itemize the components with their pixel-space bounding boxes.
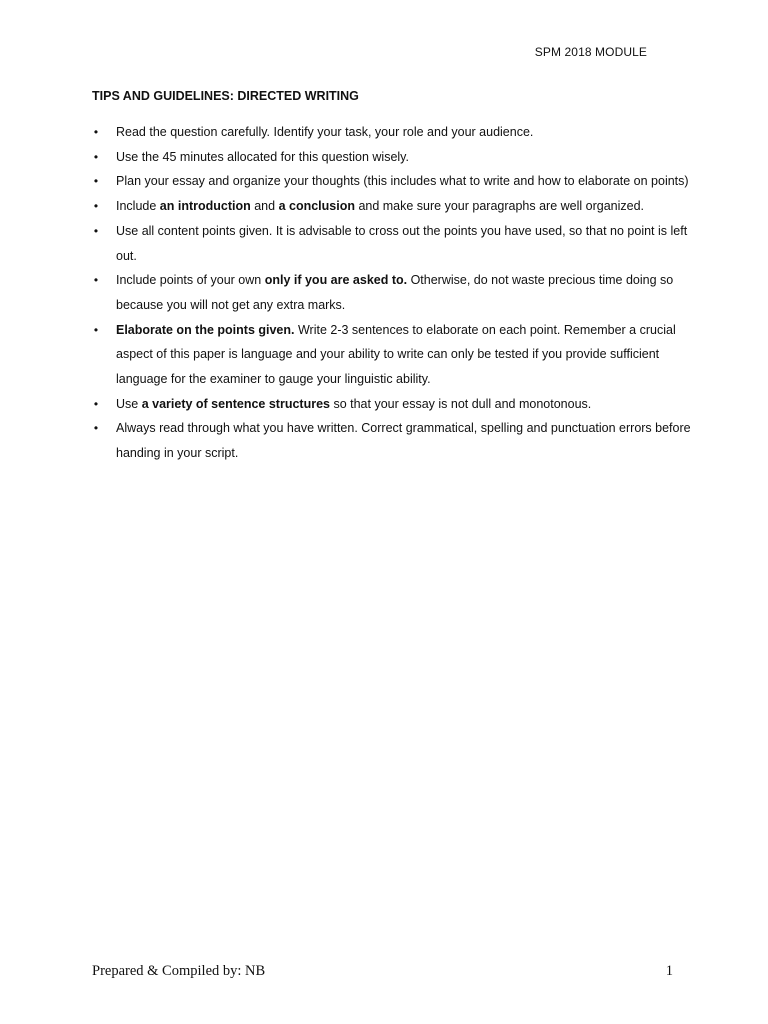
list-item xyxy=(92,219,692,268)
module-label: SPM 2018 MODULE xyxy=(534,45,647,59)
tip-text-post: Otherwise, do not waste precious time doing so because you will not get any extra marks. xyxy=(116,273,674,312)
tip-text: Always read through what you have written. Correct grammatical, spelling and punctuation errors before handing in your script. xyxy=(116,421,691,461)
tip-emphasis: only if you are asked to. xyxy=(264,273,408,288)
tip-text: Read the question carefully. Identify your task, your role and your audience. xyxy=(116,125,534,139)
footer-credit: Prepared & Compiled by: NB xyxy=(92,963,266,979)
tip-emphasis: a conclusion xyxy=(278,199,355,214)
bullet-icon: • xyxy=(93,199,99,214)
tip-text-pre: Include points of your own xyxy=(116,273,265,288)
tip-text-pre: Include xyxy=(116,199,160,214)
bullet-icon: • xyxy=(93,223,99,238)
tip-emphasis: Elaborate on the points given. xyxy=(116,322,295,337)
list-item xyxy=(92,268,692,317)
list-item xyxy=(92,120,692,145)
list-item xyxy=(92,145,692,170)
tip-text: Use all content points given. It is advisable to cross out the points you have used, so that no point is left out. xyxy=(116,223,688,263)
tip-text: Plan your essay and organize your thoughts (this includes what to write and how to elaborate on points) xyxy=(116,174,689,189)
list-item xyxy=(92,318,692,392)
bullet-icon: • xyxy=(93,174,99,189)
tip-text: Use the 45 minutes allocated for this question wisely. xyxy=(116,149,409,164)
tip-text-pre: Use xyxy=(116,396,142,411)
bullet-icon: • xyxy=(93,396,99,411)
tip-emphasis: a variety of sentence structures xyxy=(141,396,330,411)
bullet-icon: • xyxy=(93,125,99,139)
page-number: 1 xyxy=(665,963,673,979)
bullet-icon: • xyxy=(93,149,99,164)
list-item xyxy=(92,194,692,219)
tip-emphasis: an introduction xyxy=(159,199,251,214)
list-item xyxy=(92,169,692,194)
bullet-icon: • xyxy=(93,421,99,436)
tips-list xyxy=(92,120,692,466)
tip-text-post: and make sure your paragraphs are well organized. xyxy=(354,199,645,214)
tip-text-post: Write 2-3 sentences to elaborate on each point. Remember a crucial aspect of this paper is language and your ability to write can only be tested if you provide sufficient language for the examiner to gauge your linguistic ability. xyxy=(116,322,676,387)
bullet-icon: • xyxy=(93,322,99,337)
tip-text-post: so that your essay is not dull and monotonous. xyxy=(329,396,592,411)
page-title: TIPS AND GUIDELINES: DIRECTED WRITING xyxy=(92,89,359,103)
bullet-icon: • xyxy=(93,273,99,288)
list-item xyxy=(92,392,692,417)
tip-text-mid: and xyxy=(250,199,279,214)
list-item xyxy=(92,416,692,465)
